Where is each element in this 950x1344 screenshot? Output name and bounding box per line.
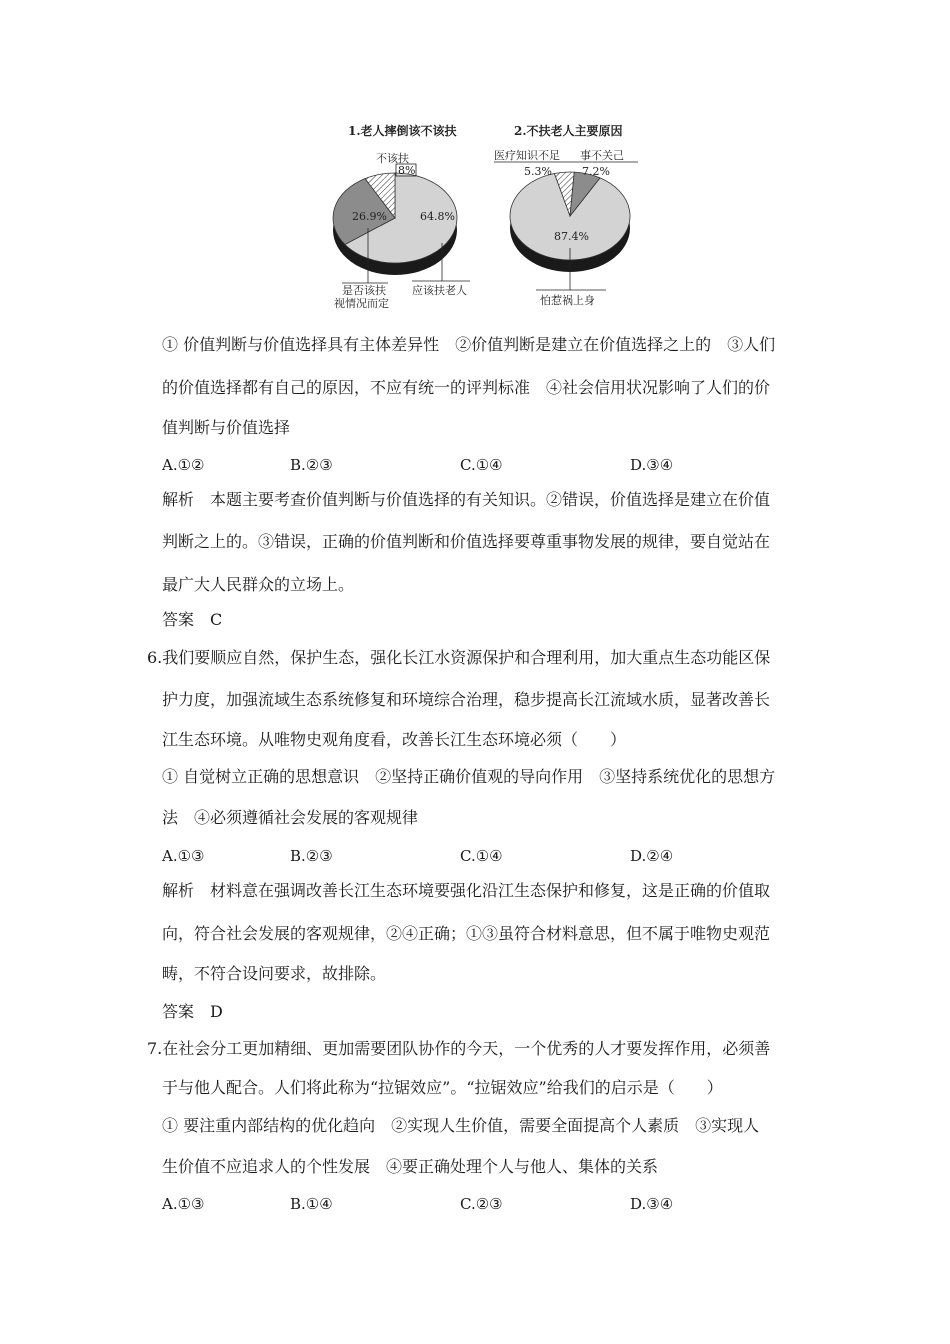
q7-option-c[interactable]: C.②③ bbox=[460, 1195, 503, 1213]
pie-chart-2 bbox=[494, 123, 638, 307]
q5-analysis-line-1: 解析 本题主要考查价值判断与价值选择的有关知识。②错误，价值选择是建立在价值 bbox=[162, 490, 771, 509]
q7-stem-line-1: 7.在社会分工更加精细、更加需要团队协作的今天，一个优秀的人才要发挥作用，必须善 bbox=[147, 1039, 771, 1058]
chart-2-value-medical: 5.3% bbox=[524, 165, 552, 178]
q5-statement-line-1: ① 价值判断与价值选择具有主体差异性 ②价值判断是建立在价值选择之上的 ③人们 bbox=[162, 335, 776, 354]
q6-analysis-line-3: 畴，不符合设问要求，故排除。 bbox=[162, 964, 387, 983]
q6-analysis-line-1: 解析 材料意在强调改善长江生态环境要强化沿江生态保护和修复，这是正确的价值取 bbox=[162, 881, 771, 900]
q5-analysis-line-3: 最广大人民群众的立场上。 bbox=[162, 575, 355, 594]
pie-chart-1 bbox=[333, 123, 470, 310]
q7-stem-line-2: 于与他人配合。人们将此称为“拉锯效应”。“拉锯效应”给我们的启示是（ ） bbox=[162, 1078, 723, 1097]
chart-2-label-fear: 怕惹祸上身 bbox=[540, 294, 595, 307]
q7-statement-line-2: 生价值不应追求人的个性发展 ④要正确处理个人与他人、集体的关系 bbox=[162, 1157, 659, 1176]
q5-statement-line-2: 的价值选择都有自己的原因，不应有统一的评判标准 ④社会信用状况影响了人们的价 bbox=[162, 378, 771, 397]
chart-1-label-should: 应该扶老人 bbox=[412, 284, 467, 297]
q7-option-d[interactable]: D.③④ bbox=[630, 1195, 674, 1213]
chart-1-label-depends-2: 视情况而定 bbox=[334, 297, 389, 310]
chart-1-label-no: 不该扶 bbox=[376, 152, 409, 165]
q5-option-d[interactable]: D.③④ bbox=[630, 456, 674, 474]
q5-analysis-line-2: 判断之上的。③错误，正确的价值判断和价值选择要尊重事物发展的规律，要自觉站在 bbox=[162, 532, 771, 551]
chart-2-label-medical: 医疗知识不足 bbox=[494, 149, 560, 162]
q6-option-a[interactable]: A.①③ bbox=[162, 847, 205, 865]
q6-statement-line-1: ① 自觉树立正确的思想意识 ②坚持正确价值观的导向作用 ③坚持系统优化的思想方 bbox=[162, 767, 776, 786]
chart-1-label-depends-1: 是否该扶 bbox=[342, 284, 386, 297]
q6-stem-line-1: 6.我们要顺应自然，保护生态，强化长江水资源保护和合理利用，加大重点生态功能区保 bbox=[147, 648, 771, 667]
q6-option-b[interactable]: B.②③ bbox=[290, 847, 333, 865]
q6-stem-line-3: 江生态环境。从唯物史观角度看，改善长江生态环境必须（ ） bbox=[162, 730, 627, 749]
pie-charts-svg bbox=[320, 118, 650, 318]
q7-option-b[interactable]: B.①④ bbox=[290, 1195, 333, 1213]
q6-answer: 答案 D bbox=[162, 1002, 223, 1021]
q7-statement-line-1: ① 要注重内部结构的优化趋向 ②实现人生价值，需要全面提高个人素质 ③实现人 bbox=[162, 1116, 760, 1135]
q6-stem-line-2: 护力度，加强流域生态系统修复和环境综合治理，稳步提高长江流域水质，显著改善长 bbox=[162, 690, 771, 709]
q6-statement-line-2: 法 ④必须遵循社会发展的客观规律 bbox=[162, 808, 419, 827]
q6-option-c[interactable]: C.①④ bbox=[460, 847, 503, 865]
q6-analysis-line-2: 向，符合社会发展的客观规律，②④正确；①③虽符合材料意思，但不属于唯物史观范 bbox=[162, 924, 771, 943]
chart-1-value-depends: 26.9% bbox=[352, 210, 387, 223]
q5-option-a[interactable]: A.①② bbox=[162, 456, 205, 474]
chart-1-value-should: 64.8% bbox=[420, 210, 455, 223]
chart-2-slices bbox=[510, 172, 630, 260]
chart-2-title: 2.不扶老人主要原因 bbox=[514, 124, 623, 138]
pie-charts-figure bbox=[320, 118, 650, 318]
q5-option-c[interactable]: C.①④ bbox=[460, 456, 503, 474]
q7-option-a[interactable]: A.①③ bbox=[162, 1195, 205, 1213]
chart-1-title: 1.老人摔倒该不该扶 bbox=[348, 124, 457, 138]
q5-answer: 答案 C bbox=[162, 610, 223, 629]
q5-option-b[interactable]: B.②③ bbox=[290, 456, 333, 474]
q6-option-d[interactable]: D.②④ bbox=[630, 847, 674, 865]
q5-statement-line-3: 值判断与价值选择 bbox=[162, 418, 291, 437]
chart-2-value-notmine: 7.2% bbox=[582, 165, 610, 178]
chart-2-label-notmine: 事不关己 bbox=[580, 149, 624, 162]
chart-1-value-no: 8% bbox=[398, 164, 416, 177]
chart-2-value-fear: 87.4% bbox=[554, 230, 589, 243]
